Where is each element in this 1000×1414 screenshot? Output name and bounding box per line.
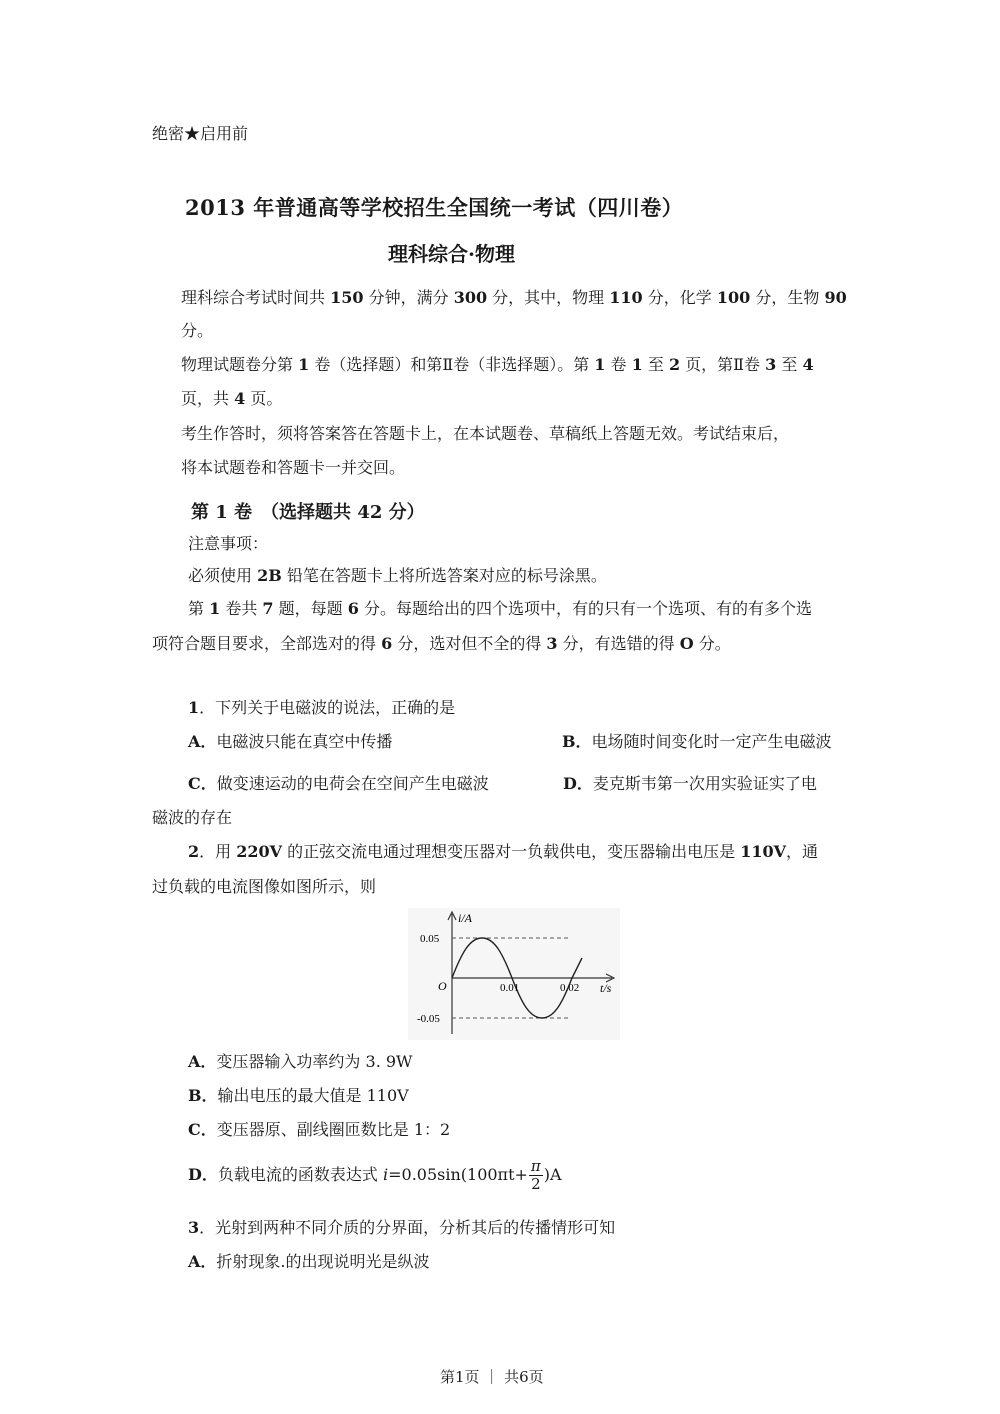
note-1: 必须使用 2B 铅笔在答题卡上将所选答案对应的标号涂黑。	[188, 566, 607, 585]
page-title: 2013 年普通高等学校招生全国统一考试（四川卷）	[185, 195, 684, 220]
page-footer: 第1页 ｜ 共6页	[440, 1368, 544, 1386]
intro-paragraph-2-cont: 页，共 4 页。	[181, 389, 283, 408]
question-2-option-d: D．负载电流的函数表达式 i=0.05sin(100πt+ $\frac{\pi}{2}$ )A	[188, 1157, 562, 1193]
question-1-option-b: B．电场随时间变化时一定产生电磁波	[562, 732, 832, 751]
question-2-stem-cont: 过负载的电流图像如图所示，则	[152, 877, 377, 896]
y-max-label: 0.05	[420, 933, 440, 945]
intro-paragraph-2: 物理试题卷分第 1 卷（选择题）和第Ⅱ卷（非选择题）。第 1 卷 1 至 2 页，第Ⅱ卷 3 至 4	[181, 355, 814, 374]
x-tick-2: 0.02	[560, 982, 580, 994]
intro-paragraph-3: 考生作答时，须将答案答在答题卡上，在本试题卷、草稿纸上答题无效。考试结束后，	[181, 424, 790, 443]
question-1-option-a: A．电磁波只能在真空中传播	[188, 732, 393, 751]
page-subtitle: 理科综合·物理	[388, 242, 515, 266]
question-1-option-c: C．做变速运动的电荷会在空间产生电磁波	[188, 774, 489, 793]
question-1-option-d: D．麦克斯韦第一次用实验证实了电	[563, 774, 817, 793]
x-axis-label: t/s	[600, 981, 612, 995]
question-2-option-b: B．输出电压的最大值是 110V	[188, 1086, 409, 1105]
origin-label: O	[438, 979, 447, 993]
current-waveform-figure	[408, 908, 620, 1040]
question-3-stem: 3．光射到两种不同介质的分界面，分析其后的传播情形可知	[188, 1218, 616, 1237]
note-2: 第 1 卷共 7 题，每题 6 分。每题给出的四个选项中，有的只有一个选项、有的有多个选	[188, 599, 812, 618]
question-3-option-a: A．折射现象.的出现说明光是纵波	[188, 1252, 430, 1271]
question-2-option-a: A．变压器输入功率约为 3. 9W	[188, 1052, 413, 1071]
question-1-option-d-cont: 磁波的存在	[152, 808, 233, 827]
x-tick-1: 0.01	[500, 982, 520, 994]
question-2-stem: 2．用 220V 的正弦交流电通过理想变压器对一负载供电，变压器输出电压是 110V，通	[188, 842, 819, 861]
question-1-stem: 1．下列关于电磁波的说法，正确的是	[188, 698, 456, 717]
intro-paragraph-1-cont: 分。	[181, 321, 214, 340]
intro-paragraph-1: 理科综合考试时间共 150 分钟，满分 300 分，其中，物理 110 分，化学 100 分，生物 90	[181, 288, 847, 307]
notes-label: 注意事项：	[188, 534, 269, 553]
question-2-option-c: C．变压器原、副线圈匝数比是 1：2	[188, 1120, 451, 1139]
pi-over-2-fraction: $\frac{\pi}{2}$	[530, 1157, 541, 1193]
secret-label: 绝密★启用前	[152, 124, 249, 143]
y-axis-label: i/A	[458, 911, 472, 925]
y-min-label: -0.05	[417, 1013, 440, 1025]
intro-paragraph-3-cont: 将本试题卷和答题卡一并交回。	[181, 458, 406, 477]
note-2-cont: 项符合题目要求，全部选对的得 6 分，选对但不全的得 3 分，有选错的得 O 分。	[152, 634, 731, 653]
section-heading: 第 1 卷 （选择题共 42 分）	[191, 502, 425, 523]
